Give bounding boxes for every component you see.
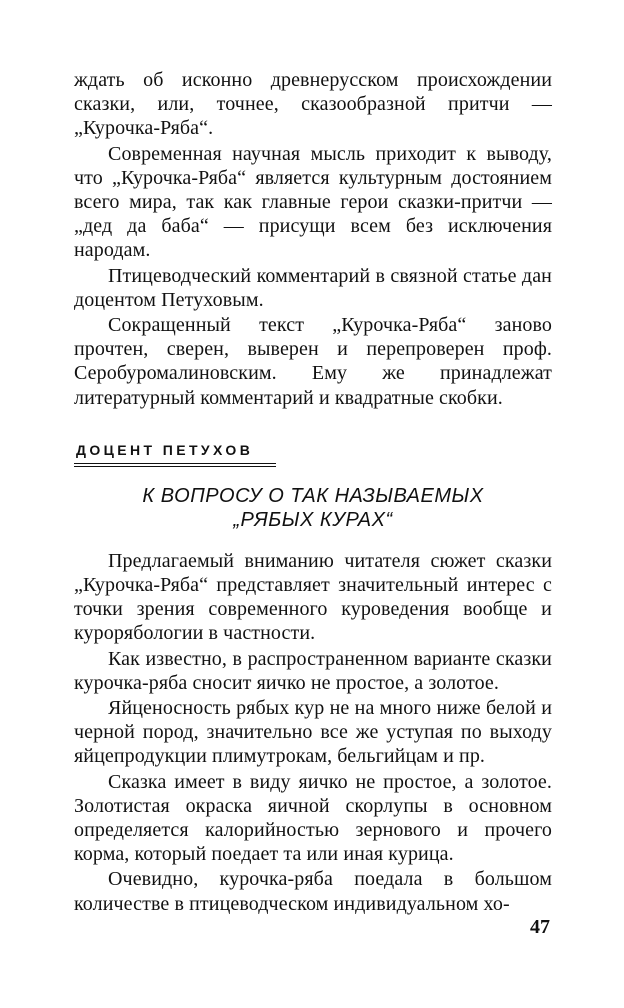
article-title	[74, 484, 552, 532]
article-paragraph: Сказка имеет в виду яичко не простое, а золотое. Золотистая окраска яичной скорлупы в основном определяется калорийностью зернового и прочего корма, который поедает та или иная курица.	[74, 770, 552, 866]
page-number: 47	[530, 916, 550, 938]
book-page	[74, 68, 552, 917]
author-rule	[74, 463, 276, 464]
article-paragraph: Предлагаемый вниманию читателя сюжет сказки „Курочка-Ряба“ представляет значительный интерес с точки зрения современного куроведения вообще и курорябологии в частности.	[74, 549, 552, 645]
intro-paragraph: Современная научная мысль приходит к выводу, что „Курочка-Ряба“ является культурным достоянием всего мира, так как главные герои сказки-притчи — „дед да баба“ — присущи всем без исключения народам.	[74, 142, 552, 262]
intro-paragraph: Птицеводческий комментарий в связной статье дан доцентом Петуховым.	[74, 264, 552, 311]
article-paragraph: Очевидно, курочка-ряба поедала в большом количестве в птицеводческом индивидуальном хо-	[74, 868, 552, 915]
article-title-line: „РЯБЫХ КУРАХ“	[233, 508, 393, 531]
author-rule	[74, 466, 276, 467]
article-title-line: К ВОПРОСУ О ТАК НАЗЫВАЕМЫХ	[142, 484, 484, 507]
section-spacer	[74, 411, 552, 442]
intro-paragraph: ждать об исконно древнерусском происхождении сказки, или, точнее, сказообразной притчи — „Курочка-Ряба“.	[74, 69, 552, 140]
intro-paragraph: Сокращенный текст „Курочка-Ряба“ заново прочтен, сверен, выверен и перепроверен проф. Серобуромалиновским. Ему же принадлежат литературный комментарий и квадратные скобки.	[74, 314, 552, 409]
article-author: ДОЦЕНТ ПЕТУХОВ	[76, 441, 254, 458]
article-paragraph: Как известно, в распространенном варианте сказки курочка-ряба сносит яичко не простое, а золотое.	[74, 647, 552, 694]
article-paragraph: Яйценосность рябых кур не на много ниже белой и черной пород, значительно все же уступая по выходу яйцепродукции плимутрокам, бельгийцам и пр.	[74, 697, 552, 768]
